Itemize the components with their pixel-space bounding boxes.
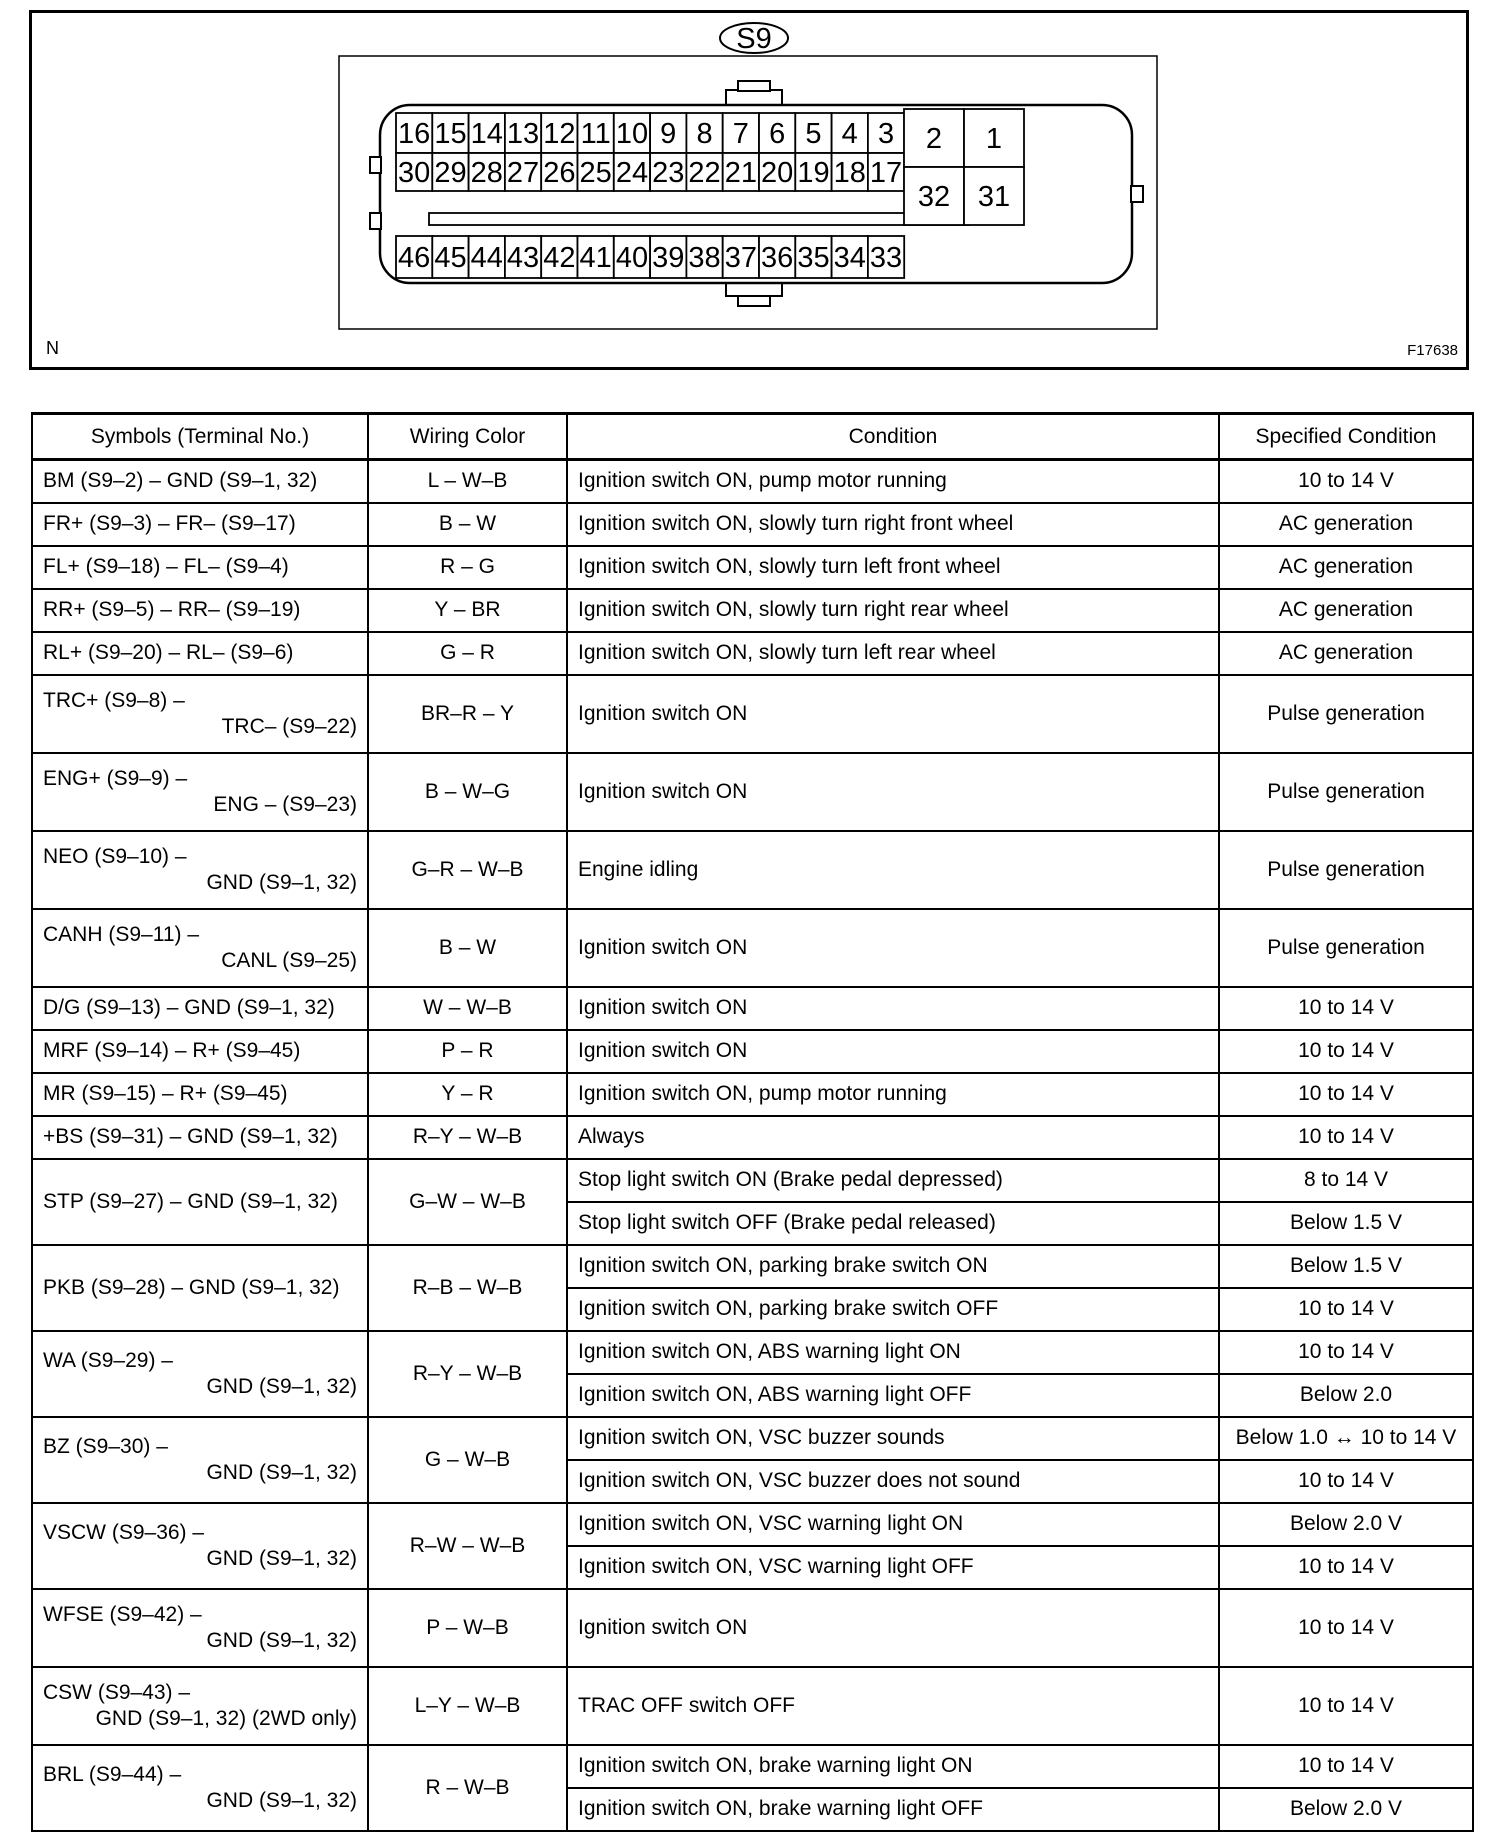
symbol-text: +BS (S9–31) – GND (S9–1, 32)	[43, 1125, 338, 1148]
pin-number: 18	[833, 157, 866, 189]
pin-number: 10	[615, 118, 649, 150]
condition-cell: Ignition switch ON	[567, 1589, 1219, 1667]
symbol-cell	[32, 831, 368, 909]
condition-cell: Ignition switch ON	[567, 909, 1219, 987]
pin-number: 45	[434, 242, 467, 274]
condition-cell: Ignition switch ON, slowly turn left rear wheel	[567, 632, 1219, 675]
specified-condition-cell: AC generation	[1219, 503, 1473, 546]
table-row	[32, 1589, 1473, 1667]
pin-block-right	[904, 109, 1024, 225]
condition-cell: Ignition switch ON, slowly turn left front wheel	[567, 546, 1219, 589]
pin-number: 41	[579, 242, 612, 274]
wiring-color-cell: R – W–B	[368, 1745, 567, 1831]
pin-number: 23	[652, 157, 685, 189]
wiring-color-cell: P – R	[368, 1030, 567, 1073]
pin-number: 8	[696, 118, 713, 150]
wiring-color-cell: L–Y – W–B	[368, 1667, 567, 1745]
pin-number: 11	[580, 118, 611, 150]
symbol-text-continued: GND (S9–1, 32)	[206, 1628, 357, 1652]
pin-number: 30	[398, 157, 431, 189]
symbol-cell	[32, 1503, 368, 1589]
table-row	[32, 987, 1473, 1030]
specified-condition-cell: AC generation	[1219, 632, 1473, 675]
wiring-color-cell: R–Y – W–B	[368, 1331, 567, 1417]
symbol-cell	[32, 675, 368, 753]
symbol-text: FR+ (S9–3) – FR– (S9–17)	[43, 512, 296, 535]
pin-number: 13	[506, 118, 540, 150]
pin-number: 38	[688, 242, 721, 274]
right-tab	[1131, 186, 1143, 202]
wiring-color-cell: Y – BR	[368, 589, 567, 632]
header-wiring-color: Wiring Color	[368, 414, 567, 460]
specified-condition-cell: Below 1.5 V	[1219, 1245, 1473, 1288]
condition-cell: Ignition switch ON, VSC warning light ON	[567, 1503, 1219, 1546]
symbol-text: MR (S9–15) – R+ (S9–45)	[43, 1082, 288, 1105]
table-row	[32, 632, 1473, 675]
symbol-cell	[32, 1245, 368, 1331]
pin-number: 5	[805, 118, 822, 150]
symbol-text: WFSE (S9–42) –	[43, 1602, 202, 1626]
symbol-text: CSW (S9–43) –	[43, 1680, 191, 1704]
pin-number: 43	[506, 242, 540, 274]
pin-number: 31	[977, 181, 1011, 213]
header-condition: Condition	[567, 414, 1219, 460]
symbol-cell	[32, 1159, 368, 1245]
wiring-color-cell: BR–R – Y	[368, 675, 567, 753]
specified-condition-cell: 8 to 14 V	[1219, 1159, 1473, 1202]
pin-number: 22	[688, 157, 721, 189]
header-specified-condition: Specified Condition	[1219, 414, 1473, 460]
symbol-text: D/G (S9–13) – GND (S9–1, 32)	[43, 996, 335, 1019]
wiring-color-cell: P – W–B	[368, 1589, 567, 1667]
connector-label: S9	[736, 23, 772, 55]
condition-cell: Stop light switch OFF (Brake pedal released)	[567, 1202, 1219, 1245]
symbol-cell	[32, 1417, 368, 1503]
symbol-cell	[32, 1073, 368, 1116]
pin-number: 42	[543, 242, 576, 274]
specified-condition-cell: 10 to 14 V	[1219, 1073, 1473, 1116]
specified-condition-cell: 10 to 14 V	[1219, 1030, 1473, 1073]
condition-cell: Ignition switch ON, ABS warning light ON	[567, 1331, 1219, 1374]
pin-number: 12	[543, 118, 576, 150]
wiring-color-cell: G – W–B	[368, 1417, 567, 1503]
pin-number: 36	[761, 242, 794, 274]
pin-number: 33	[869, 242, 903, 274]
symbol-cell	[32, 1116, 368, 1159]
table-row	[32, 1417, 1473, 1460]
wiring-color-cell: R–Y – W–B	[368, 1116, 567, 1159]
condition-cell: Ignition switch ON, pump motor running	[567, 460, 1219, 503]
pin-number: 39	[652, 242, 685, 274]
pin-number: 28	[470, 157, 503, 189]
condition-cell: Ignition switch ON, ABS warning light OFF	[567, 1374, 1219, 1417]
symbol-text-continued: GND (S9–1, 32)	[206, 1546, 357, 1570]
table-row	[32, 546, 1473, 589]
symbol-cell	[32, 753, 368, 831]
table-header-row	[32, 414, 1473, 460]
table-row	[32, 1245, 1473, 1288]
wiring-color-cell: R–W – W–B	[368, 1503, 567, 1589]
symbol-text: BM (S9–2) – GND (S9–1, 32)	[43, 469, 318, 493]
symbol-text-continued: GND (S9–1, 32)	[206, 1460, 357, 1484]
specified-condition-cell: 10 to 14 V	[1219, 460, 1473, 503]
top-latch-tab	[726, 81, 782, 106]
pin-number: 9	[660, 118, 677, 150]
specified-condition-cell: 10 to 14 V	[1219, 1667, 1473, 1745]
pin-number: 27	[506, 157, 540, 189]
pin-number: 7	[732, 118, 749, 150]
pin-number: 2	[925, 123, 943, 155]
symbol-cell	[32, 460, 368, 503]
symbol-text-continued: ENG – (S9–23)	[213, 792, 357, 816]
connector-drawing	[32, 13, 1472, 373]
specified-condition-cell: 10 to 14 V	[1219, 987, 1473, 1030]
condition-cell: Ignition switch ON, brake warning light OFF	[567, 1788, 1219, 1831]
terminal-spec-table	[31, 412, 1474, 1832]
symbol-text: TRC+ (S9–8) –	[43, 688, 185, 712]
pin-number: 29	[434, 157, 467, 189]
symbol-text: NEO (S9–10) –	[43, 844, 187, 868]
symbol-text: ENG+ (S9–9) –	[43, 766, 188, 790]
condition-cell: Ignition switch ON, slowly turn right rear wheel	[567, 589, 1219, 632]
specified-condition-cell: 10 to 14 V	[1219, 1745, 1473, 1788]
left-tab-lower	[370, 213, 381, 229]
pin-number: 17	[869, 157, 903, 189]
table-row	[32, 1073, 1473, 1116]
symbol-text-continued: GND (S9–1, 32)	[206, 870, 357, 894]
table-row	[32, 1667, 1473, 1745]
pin-number: 37	[724, 242, 757, 274]
specified-condition-cell: Below 1.0 ↔ 10 to 14 V	[1219, 1417, 1473, 1460]
pin-number: 1	[985, 123, 1003, 155]
specified-condition-cell: 10 to 14 V	[1219, 1331, 1473, 1374]
pin-number: 35	[797, 242, 830, 274]
corner-label: N	[46, 338, 59, 358]
condition-cell: Ignition switch ON	[567, 987, 1219, 1030]
pin-row-bottom	[396, 236, 904, 278]
table-row	[32, 460, 1473, 503]
condition-cell: Ignition switch ON, brake warning light ON	[567, 1745, 1219, 1788]
table-row	[32, 1116, 1473, 1159]
condition-cell: Ignition switch ON, VSC buzzer sounds	[567, 1417, 1219, 1460]
symbol-text-continued: GND (S9–1, 32)	[206, 1374, 357, 1398]
pin-row-top	[396, 113, 904, 153]
symbol-text: STP (S9–27) – GND (S9–1, 32)	[43, 1189, 338, 1213]
specified-condition-cell: AC generation	[1219, 589, 1473, 632]
wiring-color-cell: R–B – W–B	[368, 1245, 567, 1331]
pin-number: 19	[797, 157, 830, 189]
symbol-text-continued: GND (S9–1, 32) (2WD only)	[95, 1706, 357, 1730]
condition-cell: Ignition switch ON, slowly turn right front wheel	[567, 503, 1219, 546]
wiring-color-cell: B – W	[368, 909, 567, 987]
symbol-cell	[32, 546, 368, 589]
pin-number: 20	[761, 157, 794, 189]
wiring-color-cell: Y – R	[368, 1073, 567, 1116]
symbol-text-continued: TRC– (S9–22)	[221, 714, 357, 738]
condition-cell: Engine idling	[567, 831, 1219, 909]
condition-cell: Ignition switch ON	[567, 1030, 1219, 1073]
symbol-cell	[32, 1030, 368, 1073]
specified-condition-cell: 10 to 14 V	[1219, 1546, 1473, 1589]
specified-condition-cell: Below 2.0 V	[1219, 1503, 1473, 1546]
pin-number: 16	[398, 118, 431, 150]
symbol-cell	[32, 1589, 368, 1667]
header-symbols: Symbols (Terminal No.)	[32, 414, 368, 460]
table-row	[32, 675, 1473, 753]
pin-number: 25	[579, 157, 612, 189]
connector-diagram	[29, 10, 1469, 370]
condition-cell: TRAC OFF switch OFF	[567, 1667, 1219, 1745]
wiring-color-cell: R – G	[368, 546, 567, 589]
table-row	[32, 831, 1473, 909]
key-slot	[429, 213, 969, 225]
table-row	[32, 753, 1473, 831]
pin-number: 46	[398, 242, 431, 274]
pin-number: 4	[841, 118, 858, 150]
wiring-color-cell: G – R	[368, 632, 567, 675]
pin-number: 40	[615, 242, 649, 274]
wiring-color-cell: W – W–B	[368, 987, 567, 1030]
pin-number: 44	[470, 242, 503, 274]
pin-row-middle	[396, 153, 904, 191]
specified-condition-cell: 10 to 14 V	[1219, 1589, 1473, 1667]
table-row	[32, 589, 1473, 632]
pin-number: 26	[543, 157, 576, 189]
pin-number: 34	[833, 242, 866, 274]
condition-cell: Ignition switch ON	[567, 675, 1219, 753]
table-row	[32, 503, 1473, 546]
condition-cell: Always	[567, 1116, 1219, 1159]
symbol-cell	[32, 589, 368, 632]
table-row	[32, 1503, 1473, 1546]
symbol-text-continued: GND (S9–1, 32)	[206, 1788, 357, 1812]
symbol-cell	[32, 503, 368, 546]
table-row	[32, 1030, 1473, 1073]
condition-cell: Ignition switch ON	[567, 753, 1219, 831]
symbol-cell	[32, 987, 368, 1030]
symbol-cell	[32, 1745, 368, 1831]
specified-condition-cell: Below 1.5 V	[1219, 1202, 1473, 1245]
condition-cell: Ignition switch ON, VSC warning light OFF	[567, 1546, 1219, 1589]
symbol-text: BZ (S9–30) –	[43, 1434, 168, 1458]
specified-condition-cell: 10 to 14 V	[1219, 1288, 1473, 1331]
figure-code: F17638	[1407, 342, 1458, 359]
symbol-text: FL+ (S9–18) – FL– (S9–4)	[43, 555, 289, 578]
table-row	[32, 1331, 1473, 1374]
symbol-cell	[32, 1331, 368, 1417]
pin-number: 6	[769, 118, 786, 150]
wiring-color-cell: B – W	[368, 503, 567, 546]
specified-condition-cell: 10 to 14 V	[1219, 1116, 1473, 1159]
left-tab-upper	[370, 157, 381, 173]
wiring-color-cell: L – W–B	[368, 460, 567, 503]
condition-cell: Ignition switch ON, VSC buzzer does not sound	[567, 1460, 1219, 1503]
symbol-cell	[32, 909, 368, 987]
condition-cell: Stop light switch ON (Brake pedal depressed)	[567, 1159, 1219, 1202]
pin-number: 14	[470, 118, 503, 150]
table-body	[32, 460, 1473, 1831]
specified-condition-cell: Pulse generation	[1219, 831, 1473, 909]
specified-condition-cell: Pulse generation	[1219, 675, 1473, 753]
table-row	[32, 1159, 1473, 1202]
pin-number: 24	[615, 157, 649, 189]
specified-condition-cell: Pulse generation	[1219, 909, 1473, 987]
symbol-text: MRF (S9–14) – R+ (S9–45)	[43, 1039, 301, 1062]
wiring-color-cell: B – W–G	[368, 753, 567, 831]
pin-number: 21	[724, 157, 757, 189]
pin-number: 32	[917, 181, 951, 213]
table-row	[32, 1745, 1473, 1788]
symbol-text: WA (S9–29) –	[43, 1348, 173, 1372]
specified-condition-cell: Below 2.0 V	[1219, 1788, 1473, 1831]
specified-condition-cell: Below 2.0	[1219, 1374, 1473, 1417]
symbol-text: RL+ (S9–20) – RL– (S9–6)	[43, 641, 294, 664]
specified-condition-cell: 10 to 14 V	[1219, 1460, 1473, 1503]
wiring-color-cell: G–R – W–B	[368, 831, 567, 909]
symbol-text: CANH (S9–11) –	[43, 922, 200, 946]
condition-cell: Ignition switch ON, pump motor running	[567, 1073, 1219, 1116]
symbol-text: PKB (S9–28) – GND (S9–1, 32)	[43, 1275, 340, 1299]
pin-number: 15	[434, 118, 467, 150]
symbol-cell	[32, 1667, 368, 1745]
wiring-color-cell: G–W – W–B	[368, 1159, 567, 1245]
symbol-text: RR+ (S9–5) – RR– (S9–19)	[43, 598, 301, 621]
symbol-text: BRL (S9–44) –	[43, 1762, 182, 1786]
pin-number: 3	[877, 118, 895, 150]
condition-cell: Ignition switch ON, parking brake switch ON	[567, 1245, 1219, 1288]
specified-condition-cell: AC generation	[1219, 546, 1473, 589]
symbol-cell	[32, 632, 368, 675]
table-row	[32, 909, 1473, 987]
condition-cell: Ignition switch ON, parking brake switch OFF	[567, 1288, 1219, 1331]
symbol-text: VSCW (S9–36) –	[43, 1520, 205, 1544]
specified-condition-cell: Pulse generation	[1219, 753, 1473, 831]
symbol-text-continued: CANL (S9–25)	[221, 948, 357, 972]
